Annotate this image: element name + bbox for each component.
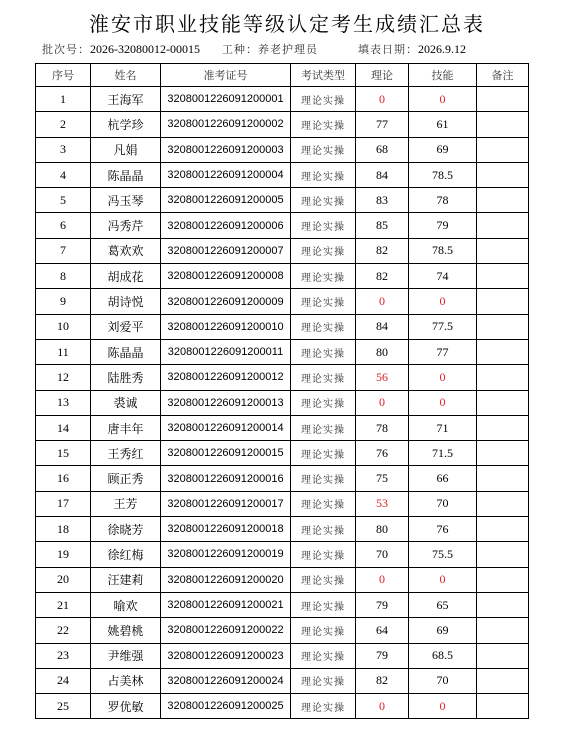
job-value: 养老护理员 [258, 43, 318, 56]
row-number: 1 [36, 87, 91, 112]
theory-score: 82 [356, 668, 409, 693]
row-number: 10 [36, 314, 91, 339]
remarks [477, 314, 529, 339]
remarks [477, 466, 529, 491]
batch-label: 批次号： [42, 43, 90, 56]
admission-number: 3208001226091200008 [161, 264, 291, 289]
exam-type: 理论实操 [291, 264, 356, 289]
admission-number: 3208001226091200005 [161, 188, 291, 213]
table-row [36, 289, 529, 314]
examinee-name: 占美林 [91, 668, 161, 693]
theory-score: 75 [356, 466, 409, 491]
row-number: 19 [36, 542, 91, 567]
row-number: 12 [36, 365, 91, 390]
remarks [477, 592, 529, 617]
skill-score: 70 [409, 491, 477, 516]
skill-score: 69 [409, 137, 477, 162]
skill-score: 0 [409, 87, 477, 112]
remarks [477, 517, 529, 542]
remarks [477, 365, 529, 390]
exam-type: 理论实操 [291, 314, 356, 339]
remarks [477, 668, 529, 693]
table-row [36, 314, 529, 339]
skill-score: 76 [409, 517, 477, 542]
remarks [477, 618, 529, 643]
admission-number: 3208001226091200007 [161, 238, 291, 263]
row-number: 7 [36, 238, 91, 263]
exam-type: 理论实操 [291, 618, 356, 643]
exam-type: 理论实操 [291, 415, 356, 440]
remarks [477, 694, 529, 719]
admission-number: 3208001226091200010 [161, 314, 291, 339]
row-number: 5 [36, 188, 91, 213]
admission-number: 3208001226091200017 [161, 491, 291, 516]
examinee-name: 葛欢欢 [91, 238, 161, 263]
remarks [477, 339, 529, 364]
theory-score: 79 [356, 643, 409, 668]
header-cell: 考试类型 [291, 64, 356, 87]
theory-score: 70 [356, 542, 409, 567]
admission-number: 3208001226091200015 [161, 441, 291, 466]
theory-score: 0 [356, 87, 409, 112]
skill-score: 68.5 [409, 643, 477, 668]
table-row [36, 441, 529, 466]
batch-value: 2026-32080012-00015 [90, 42, 200, 56]
table-row [36, 491, 529, 516]
examinee-name: 徐晓芳 [91, 517, 161, 542]
job-label: 工种： [222, 43, 258, 56]
table-row [36, 264, 529, 289]
row-number: 13 [36, 390, 91, 415]
row-number: 8 [36, 264, 91, 289]
score-table [35, 63, 529, 719]
examinee-name: 徐红梅 [91, 542, 161, 567]
exam-type: 理论实操 [291, 567, 356, 592]
header-cell: 理论 [356, 64, 409, 87]
examinee-name: 王海军 [91, 87, 161, 112]
admission-number: 3208001226091200024 [161, 668, 291, 693]
table-row [36, 643, 529, 668]
examinee-name: 汪建莉 [91, 567, 161, 592]
admission-number: 3208001226091200004 [161, 162, 291, 187]
header-cell: 备注 [477, 64, 529, 87]
exam-type: 理论实操 [291, 694, 356, 719]
table-row [36, 188, 529, 213]
exam-type: 理论实操 [291, 137, 356, 162]
examinee-name: 王秀红 [91, 441, 161, 466]
theory-score: 80 [356, 517, 409, 542]
admission-number: 3208001226091200022 [161, 618, 291, 643]
examinee-name: 陈晶晶 [91, 339, 161, 364]
examinee-name: 杭学珍 [91, 112, 161, 137]
remarks [477, 567, 529, 592]
examinee-name: 姚碧桃 [91, 618, 161, 643]
row-number: 6 [36, 213, 91, 238]
admission-number: 3208001226091200025 [161, 694, 291, 719]
skill-score: 69 [409, 618, 477, 643]
remarks [477, 264, 529, 289]
exam-type: 理论实操 [291, 491, 356, 516]
theory-score: 82 [356, 238, 409, 263]
table-row [36, 238, 529, 263]
row-number: 16 [36, 466, 91, 491]
theory-score: 0 [356, 289, 409, 314]
remarks [477, 542, 529, 567]
skill-score: 0 [409, 365, 477, 390]
row-number: 23 [36, 643, 91, 668]
header-cell: 准考证号 [161, 64, 291, 87]
row-number: 25 [36, 694, 91, 719]
exam-type: 理论实操 [291, 668, 356, 693]
admission-number: 3208001226091200014 [161, 415, 291, 440]
theory-score: 79 [356, 592, 409, 617]
row-number: 4 [36, 162, 91, 187]
skill-score: 61 [409, 112, 477, 137]
table-row [36, 137, 529, 162]
theory-score: 83 [356, 188, 409, 213]
table-row [36, 112, 529, 137]
examinee-name: 冯玉琴 [91, 188, 161, 213]
remarks [477, 162, 529, 187]
skill-score: 66 [409, 466, 477, 491]
exam-type: 理论实操 [291, 112, 356, 137]
exam-type: 理论实操 [291, 87, 356, 112]
theory-score: 64 [356, 618, 409, 643]
skill-score: 74 [409, 264, 477, 289]
row-number: 20 [36, 567, 91, 592]
remarks [477, 188, 529, 213]
row-number: 2 [36, 112, 91, 137]
table-header-row [36, 64, 529, 87]
examinee-name: 唐丰年 [91, 415, 161, 440]
table-row [36, 668, 529, 693]
row-number: 17 [36, 491, 91, 516]
theory-score: 80 [356, 339, 409, 364]
skill-score: 0 [409, 289, 477, 314]
examinee-name: 顾正秀 [91, 466, 161, 491]
examinee-name: 胡诗悦 [91, 289, 161, 314]
remarks [477, 390, 529, 415]
admission-number: 3208001226091200020 [161, 567, 291, 592]
exam-type: 理论实操 [291, 390, 356, 415]
remarks [477, 87, 529, 112]
row-number: 22 [36, 618, 91, 643]
table-row [36, 415, 529, 440]
admission-number: 3208001226091200019 [161, 542, 291, 567]
theory-score: 53 [356, 491, 409, 516]
skill-score: 0 [409, 567, 477, 592]
admission-number: 3208001226091200006 [161, 213, 291, 238]
remarks [477, 441, 529, 466]
table-row [36, 390, 529, 415]
row-number: 21 [36, 592, 91, 617]
exam-type: 理论实操 [291, 542, 356, 567]
examinee-name: 罗优敏 [91, 694, 161, 719]
table-row [36, 542, 529, 567]
exam-type: 理论实操 [291, 643, 356, 668]
row-number: 18 [36, 517, 91, 542]
theory-score: 0 [356, 390, 409, 415]
examinee-name: 王芳 [91, 491, 161, 516]
row-number: 14 [36, 415, 91, 440]
theory-score: 68 [356, 137, 409, 162]
exam-type: 理论实操 [291, 365, 356, 390]
table-row [36, 162, 529, 187]
skill-score: 0 [409, 390, 477, 415]
skill-score: 71 [409, 415, 477, 440]
row-number: 3 [36, 137, 91, 162]
examinee-name: 陆胜秀 [91, 365, 161, 390]
table-row [36, 694, 529, 719]
examinee-name: 喻欢 [91, 592, 161, 617]
table-row [36, 517, 529, 542]
theory-score: 0 [356, 694, 409, 719]
date-label: 填表日期： [358, 43, 418, 56]
skill-score: 77 [409, 339, 477, 364]
exam-type: 理论实操 [291, 213, 356, 238]
examinee-name: 尹维强 [91, 643, 161, 668]
remarks [477, 289, 529, 314]
table-row [36, 567, 529, 592]
exam-type: 理论实操 [291, 188, 356, 213]
admission-number: 3208001226091200018 [161, 517, 291, 542]
admission-number: 3208001226091200009 [161, 289, 291, 314]
admission-number: 3208001226091200016 [161, 466, 291, 491]
theory-score: 76 [356, 441, 409, 466]
table-row [36, 592, 529, 617]
examinee-name: 凡娟 [91, 137, 161, 162]
date-info [358, 41, 466, 57]
exam-type: 理论实操 [291, 517, 356, 542]
table-row [36, 213, 529, 238]
theory-score: 82 [356, 264, 409, 289]
skill-score: 65 [409, 592, 477, 617]
header-cell: 姓名 [91, 64, 161, 87]
exam-type: 理论实操 [291, 441, 356, 466]
skill-score: 70 [409, 668, 477, 693]
remarks [477, 112, 529, 137]
table-row [36, 618, 529, 643]
exam-type: 理论实操 [291, 162, 356, 187]
theory-score: 85 [356, 213, 409, 238]
examinee-name: 冯秀芹 [91, 213, 161, 238]
table-row [36, 339, 529, 364]
exam-type: 理论实操 [291, 466, 356, 491]
theory-score: 0 [356, 567, 409, 592]
exam-type: 理论实操 [291, 289, 356, 314]
remarks [477, 415, 529, 440]
remarks [477, 213, 529, 238]
admission-number: 3208001226091200001 [161, 87, 291, 112]
skill-score: 78.5 [409, 162, 477, 187]
header-cell: 序号 [36, 64, 91, 87]
skill-score: 77.5 [409, 314, 477, 339]
examinee-name: 胡成花 [91, 264, 161, 289]
remarks [477, 491, 529, 516]
exam-type: 理论实操 [291, 592, 356, 617]
row-number: 9 [36, 289, 91, 314]
table-row [36, 365, 529, 390]
admission-number: 3208001226091200003 [161, 137, 291, 162]
table-row [36, 466, 529, 491]
admission-number: 3208001226091200013 [161, 390, 291, 415]
exam-type: 理论实操 [291, 339, 356, 364]
skill-score: 79 [409, 213, 477, 238]
row-number: 24 [36, 668, 91, 693]
batch-info [42, 41, 200, 57]
header-cell: 技能 [409, 64, 477, 87]
theory-score: 84 [356, 314, 409, 339]
remarks [477, 137, 529, 162]
admission-number: 3208001226091200002 [161, 112, 291, 137]
date-value: 2026.9.12 [418, 42, 466, 56]
skill-score: 71.5 [409, 441, 477, 466]
theory-score: 77 [356, 112, 409, 137]
admission-number: 3208001226091200023 [161, 643, 291, 668]
job-info [222, 41, 318, 57]
examinee-name: 裘诚 [91, 390, 161, 415]
row-number: 15 [36, 441, 91, 466]
row-number: 11 [36, 339, 91, 364]
skill-score: 78 [409, 188, 477, 213]
examinee-name: 刘爱平 [91, 314, 161, 339]
examinee-name: 陈晶晶 [91, 162, 161, 187]
remarks [477, 238, 529, 263]
page-title: 淮安市职业技能等级认定考生成绩汇总表 [89, 12, 485, 36]
skill-score: 78.5 [409, 238, 477, 263]
admission-number: 3208001226091200012 [161, 365, 291, 390]
skill-score: 75.5 [409, 542, 477, 567]
theory-score: 56 [356, 365, 409, 390]
theory-score: 78 [356, 415, 409, 440]
admission-number: 3208001226091200021 [161, 592, 291, 617]
admission-number: 3208001226091200011 [161, 339, 291, 364]
table-row [36, 87, 529, 112]
theory-score: 84 [356, 162, 409, 187]
remarks [477, 643, 529, 668]
exam-type: 理论实操 [291, 238, 356, 263]
skill-score: 0 [409, 694, 477, 719]
